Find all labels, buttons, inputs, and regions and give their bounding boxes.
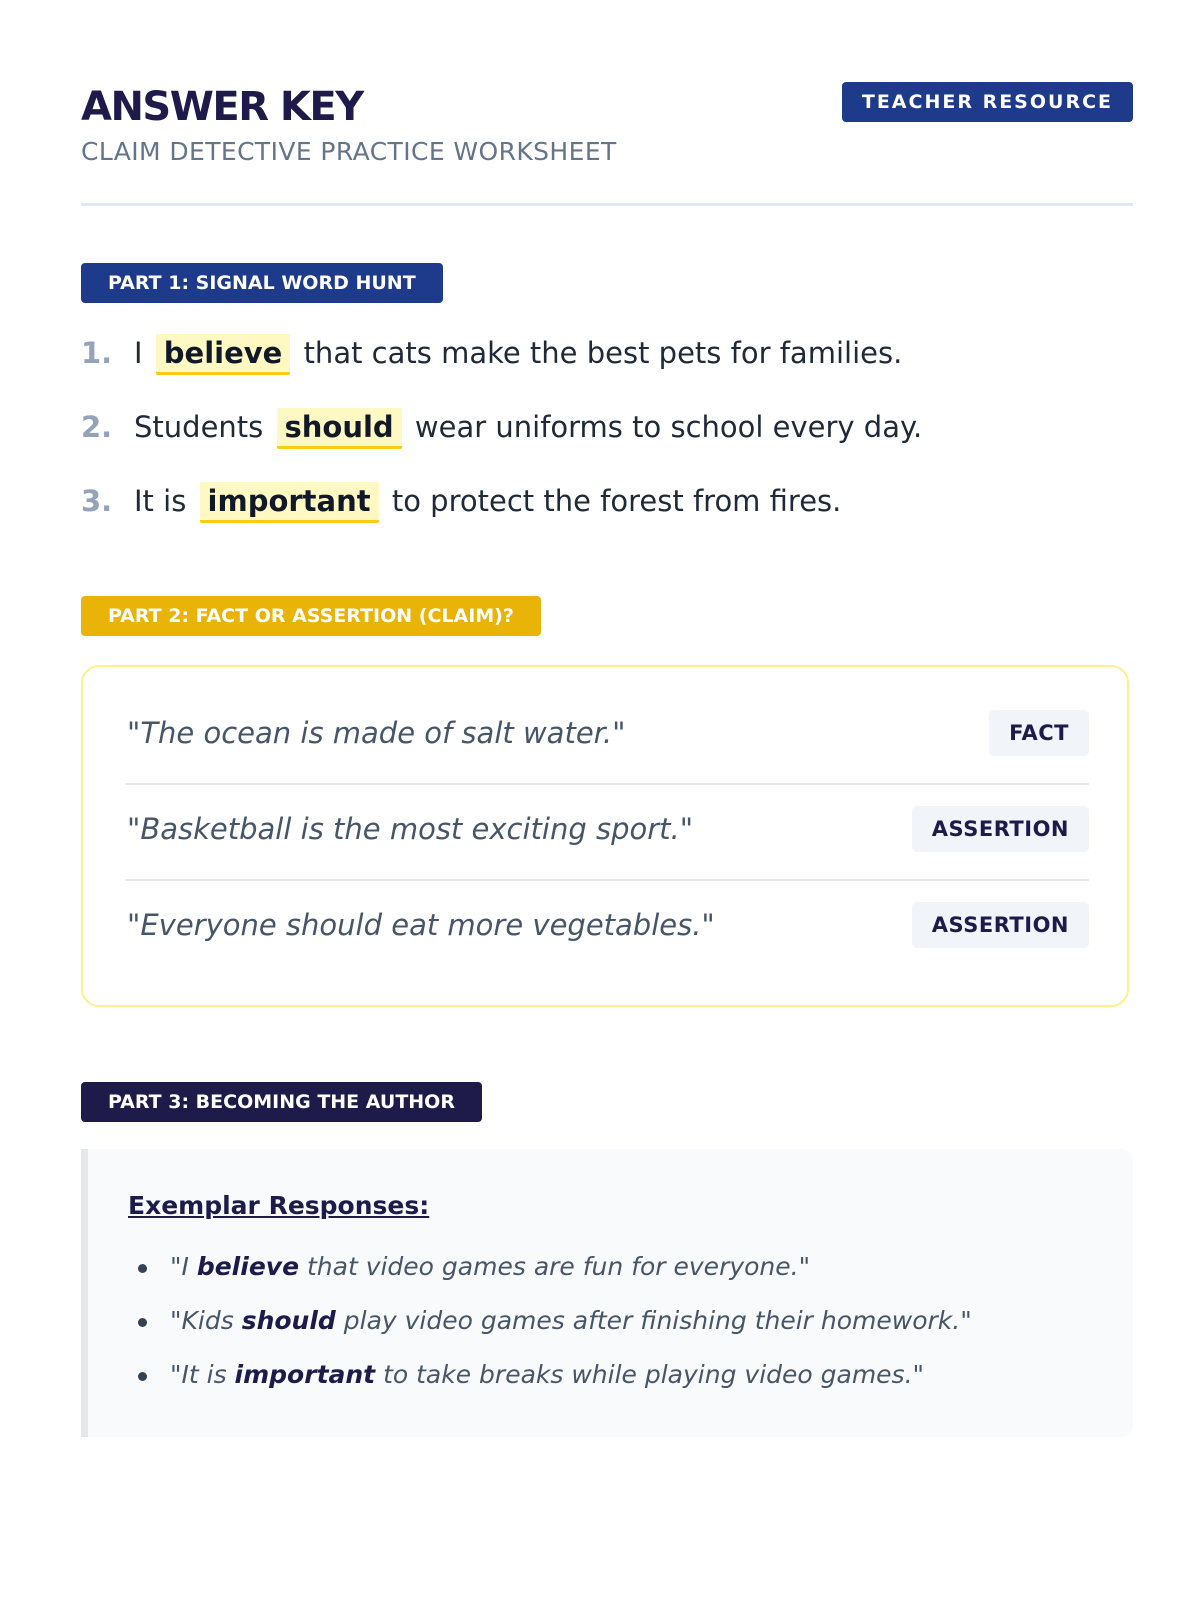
exemplar-responses-box: [81, 1149, 1133, 1437]
signal-sentence-1: [81, 328, 1133, 402]
exemplar-text-after: to take breaks while playing video games.": [375, 1360, 925, 1389]
exemplar-heading: Exemplar Responses:: [128, 1191, 430, 1220]
sentence-number: 3.: [81, 484, 113, 518]
page-title: ANSWER KEY: [81, 84, 363, 130]
fact-or-assertion-box: [81, 665, 1129, 1007]
signal-word-highlight: believe: [156, 334, 291, 375]
bullet-icon: [138, 1264, 147, 1273]
signal-word-highlight: important: [200, 482, 379, 523]
exemplar-item-3: [128, 1357, 972, 1411]
statement-quote: "Everyone should eat more vegetables.": [127, 908, 715, 942]
fact-row-2: [125, 783, 1089, 881]
exemplar-text-before: "Kids: [170, 1306, 242, 1335]
part-2-label: PART 2: FACT OR ASSERTION (CLAIM)?: [81, 596, 541, 636]
worksheet-page: [81, 0, 1133, 1600]
sentence-number: 2.: [81, 410, 113, 444]
exemplar-list: [128, 1249, 972, 1411]
statement-quote: "The ocean is made of salt water.": [127, 716, 626, 750]
header-divider: [81, 203, 1133, 206]
sentence-text-after: wear uniforms to school every day.: [414, 410, 923, 444]
exemplar-text-after: play video games after finishing their homework.": [335, 1306, 972, 1335]
sentence-text-before: It is: [134, 484, 187, 518]
answer-key-header: [81, 82, 1133, 202]
signal-sentence-2: [81, 402, 1133, 476]
exemplar-item-1: [128, 1249, 972, 1303]
statement-quote: "Basketball is the most exciting sport.": [127, 812, 694, 846]
part-1-label: PART 1: SIGNAL WORD HUNT: [81, 263, 443, 303]
exemplar-text-before: "I: [170, 1252, 197, 1281]
page-subtitle: CLAIM DETECTIVE PRACTICE WORKSHEET: [81, 137, 617, 166]
answer-tag: ASSERTION: [912, 806, 1089, 852]
teacher-resource-badge: TEACHER RESOURCE: [842, 82, 1133, 122]
exemplar-text-after: that video games are fun for everyone.": [299, 1252, 811, 1281]
sentence-text-before: Students: [134, 410, 264, 444]
bullet-icon: [138, 1318, 147, 1327]
sentence-text-before: I: [134, 336, 143, 370]
part-3-label: PART 3: BECOMING THE AUTHOR: [81, 1082, 482, 1122]
fact-row-3: [125, 879, 1089, 975]
sentence-text-after: that cats make the best pets for families.: [303, 336, 903, 370]
sentence-number: 1.: [81, 336, 113, 370]
exemplar-text-before: "It is: [170, 1360, 235, 1389]
signal-word-highlight: should: [277, 408, 402, 449]
answer-tag: FACT: [989, 710, 1089, 756]
signal-word-list: [81, 328, 1133, 550]
exemplar-signal-word: should: [241, 1306, 336, 1335]
sentence-text-after: to protect the forest from fires.: [391, 484, 842, 518]
exemplar-signal-word: believe: [196, 1252, 300, 1281]
exemplar-item-2: [128, 1303, 972, 1357]
bullet-icon: [138, 1372, 147, 1381]
fact-row-1: [125, 687, 1089, 785]
answer-tag: ASSERTION: [912, 902, 1089, 948]
exemplar-signal-word: important: [234, 1360, 376, 1389]
signal-sentence-3: [81, 476, 1133, 550]
